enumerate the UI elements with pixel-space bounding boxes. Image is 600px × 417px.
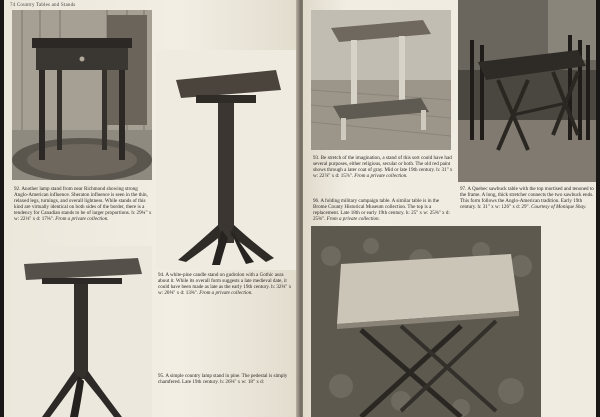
photo-93-two-tier-stand	[311, 10, 451, 150]
right-page	[303, 0, 596, 417]
left-page	[4, 0, 300, 417]
caption-92-credit: From a private collection.	[55, 216, 109, 223]
caption-95	[158, 373, 294, 385]
photo-96-campaign-table	[311, 226, 541, 417]
caption-93	[313, 155, 453, 179]
caption-92	[14, 186, 152, 223]
caption-96-credit: From a private collection.	[326, 216, 380, 223]
photo-92-lamp-stand	[12, 10, 152, 180]
left-running-head: 74 Country Tables and Stands	[10, 3, 76, 8]
caption-96-text: 96. A folding military campaign table. A similar table is in the Brome County Historical Museum collection. The top is a replacement. Late 18th or early 19th century. h: 25" x w: 25⅜" x d: 25⅜".	[313, 198, 450, 223]
caption-93-text: 93. Be stretch of the imagination, a stand of this sort could have had several purposes, either religious, secular or both. The old red paint shows through a later coat of gray. Mid or late 19th century. h: 31" x w: 22⅞" x d: 15⅞".	[313, 155, 453, 180]
photo-97-sawbuck-table	[458, 0, 596, 182]
caption-97-credit: Courtesy of Monique Shay.	[531, 204, 587, 211]
caption-94-credit: From a private collection.	[199, 290, 253, 297]
photo-94-candle-stand	[156, 50, 296, 270]
caption-97	[460, 186, 594, 210]
photo-95-country-lamp-stand	[12, 246, 152, 417]
caption-96	[313, 198, 453, 222]
caption-93-credit: From a private collection.	[354, 173, 408, 180]
caption-94	[158, 272, 294, 296]
caption-95-text: 95. A simple country lamp stand in pine. The pedestal is simply chamfered. Late 19th century. h: 26⅜" x w: 18" x d:	[158, 373, 288, 386]
caption-92-text: 92. Another lamp stand from near Richmond showing strong Anglo-American influence. Sheraton influence is seen in the thin, relaxed legs, turnings, and overall lightness. While stands of this kind are virtually identical on both sides of the border, there is a tendency for Canadian stands to be of larger proportions. h: 29¾" x w: 22⅛" x d: 17⅜".	[14, 186, 152, 223]
caption-97-text: 97. A Quebec sawbuck table with the top mortised and tenoned to the frame. A long, thick stretcher connects the two sawbuck ends. This form follows the Anglo-American tradition. Early 19th century. h: 31" x w: 126" x d: 29".	[460, 186, 594, 211]
caption-94-text: 94. A white-pine candle stand on gudrolon with a Gothic aura about it. While its overall form suggests a late medieval date, it could have been made as late as the early 19th century. h: 32⅜" x w: 20⅝" x d: 13⅝".	[158, 272, 292, 297]
